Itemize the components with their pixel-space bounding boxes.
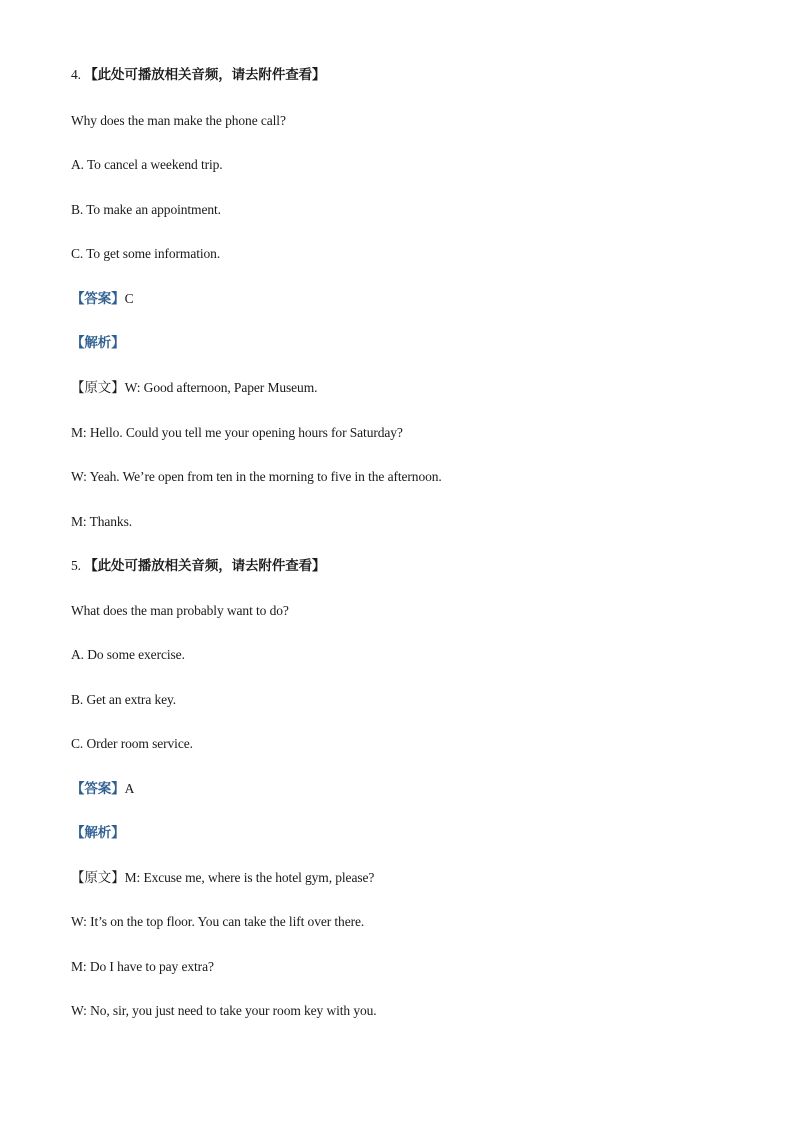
option-c: C. Order room service.	[71, 736, 193, 751]
transcript-line: M: Hello. Could you tell me your opening hours for Saturday?	[71, 425, 403, 440]
transcript-line: W: It’s on the top floor. You can take the lift over there.	[71, 914, 365, 929]
option-a: A. Do some exercise.	[71, 647, 185, 662]
answer-label: 【答案】	[71, 291, 125, 307]
answer-label: 【答案】	[71, 781, 125, 797]
transcript-line	[71, 379, 317, 397]
option-b: B. Get an extra key.	[71, 692, 177, 707]
transcript-line: M: Do I have to pay extra?	[71, 959, 214, 974]
question-text: What does the man probably want to do?	[71, 603, 289, 618]
analysis-label: 【解析】	[71, 825, 125, 841]
option-b: B. To make an appointment.	[71, 202, 221, 217]
question-text: Why does the man make the phone call?	[71, 113, 286, 128]
transcript-line: M: Thanks.	[71, 514, 133, 529]
answer-value: C	[124, 291, 134, 306]
analysis-line	[71, 334, 125, 352]
transcript-line: W: Yeah. We’re open from ten in the morning to five in the afternoon.	[71, 469, 442, 484]
transcript-text: W: Good afternoon, Paper Museum.	[124, 380, 318, 395]
audio-note: 【此处可播放相关音频，请去附件查看】	[84, 67, 326, 83]
transcript-label: 【原文】	[71, 870, 125, 886]
transcript-label: 【原文】	[71, 380, 125, 396]
analysis-line	[71, 824, 125, 842]
transcript-line	[71, 869, 374, 887]
analysis-label: 【解析】	[71, 335, 125, 351]
question-number: 4.	[71, 67, 81, 82]
option-c: C. To get some information.	[71, 246, 221, 261]
question-number: 5.	[71, 558, 81, 573]
answer-line	[71, 780, 134, 798]
answer-value: A	[124, 781, 135, 796]
question-4-header	[71, 66, 325, 84]
option-a: A. To cancel a weekend trip.	[71, 157, 223, 172]
transcript-line: W: No, sir, you just need to take your room key with you.	[71, 1003, 377, 1018]
audio-note: 【此处可播放相关音频，请去附件查看】	[84, 558, 326, 574]
question-5-header	[71, 557, 325, 575]
answer-line	[71, 290, 134, 308]
transcript-text: M: Excuse me, where is the hotel gym, please?	[124, 870, 375, 885]
